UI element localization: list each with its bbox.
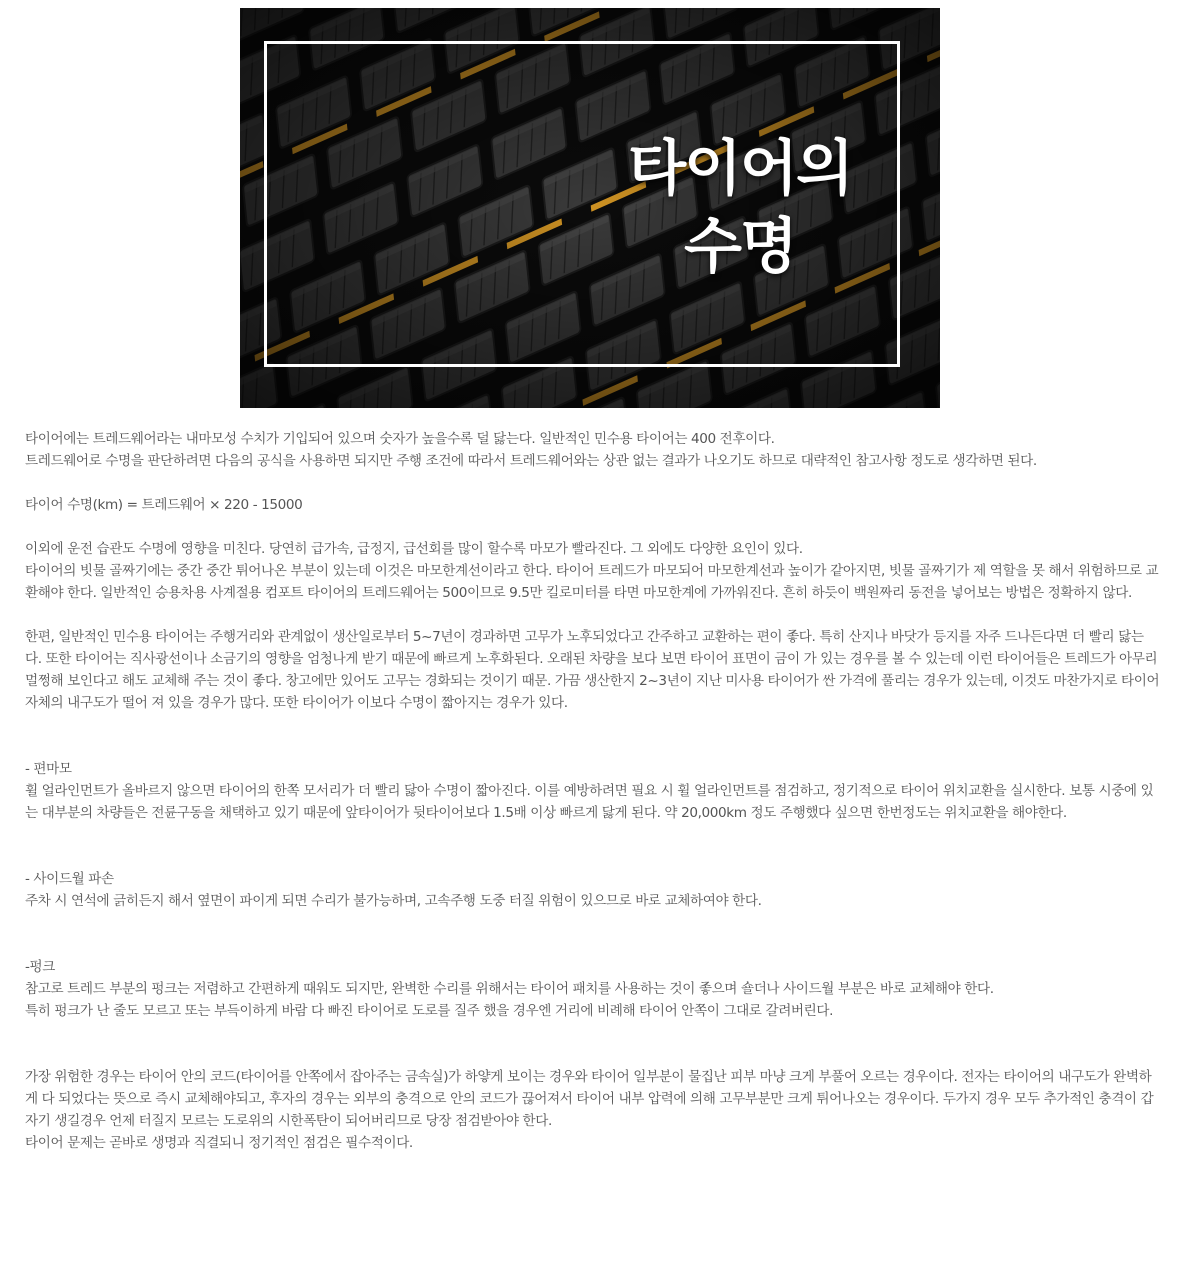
uneven-wear-heading: - 편마모 — [25, 761, 72, 777]
puncture-body-1: 참고로 트레드 부분의 펑크는 저렴하고 간편하게 때워도 되지만, 완벽한 수리를 위해서는 타이어 패치를 사용하는 것이 좋으며 숄더나 사이드월 부분은 바로 교체해야 한다. — [25, 981, 994, 997]
sidewall-heading: - 사이드월 파손 — [25, 871, 114, 887]
hero-banner — [240, 8, 940, 408]
danger-paragraph: 가장 위험한 경우는 타이어 안의 코드(타이어를 안쪽에서 잡아주는 금속실)가 하얗게 보이는 경우와 타이어 일부분이 물집난 피부 마냥 크게 부풀어 오르는 경우이다. 전자는 타이어의 내구도가 완벽하게 다 되었다는 뜻으로 즉시 교체해야되고, 후자의 경우는 외부의 충격으로 안의 코드가 끊어져서 타이어 내부 압력에 의해 고무부분만 크게 튀어나오는 경우이다. 두가지 경우 모두 추가적인 충격이 갑자기 생길경우 언제 터질지 모르는 도로위의 시한폭탄이 되어버리므로 당장 점검받아야 한다. — [25, 1069, 1154, 1129]
puncture-body-2: 특히 펑크가 난 줄도 모르고 또는 부득이하게 바람 다 빠진 타이어로 도로를 질주 했을 경우엔 거리에 비례해 타이어 안쪽이 그대로 갈려버린다. — [25, 1003, 834, 1019]
hero-title — [600, 130, 880, 286]
uneven-wear-body: 휠 얼라인먼트가 올바르지 않으면 타이어의 한쪽 모서리가 더 빨리 닳아 수명이 짧아진다. 이를 예방하려면 필요 시 휠 얼라인먼트를 점검하고, 정기적으로 타이어 위치교환을 실시한다. 보통 시중에 있는 대부분의 차량들은 전륜구동을 채택하고 있기 때문에 앞타이어가 뒷타이어보다 1.5배 이상 빠르게 닳게 된다. 약 20,000km 정도 주행했다 싶으면 한번정도는 위치교환을 해야한다. — [25, 783, 1154, 821]
closing-paragraph: 타이어 문제는 곧바로 생명과 직결되니 정기적인 점검은 필수적이다. — [25, 1135, 413, 1151]
habit-paragraph-2: 타이어의 빗물 골짜기에는 중간 중간 튀어나온 부분이 있는데 이것은 마모한계선이라고 한다. 타이어 트레드가 마모되어 마모한계선과 높이가 같아지면, 빗물 골짜기가 제 역할을 못 해서 위험하므로 교환해야 한다. 일반적인 승용차용 사계절용 컴포트 타이어의 트레드웨어는 500이므로 9.5만 킬로미터를 타면 마모한계에 가까워진다. 흔히 하듯이 백원짜리 동전을 넣어보는 방법은 정확하지 않다. — [25, 563, 1159, 601]
intro-paragraph-1: 타이어에는 트레드웨어라는 내마모성 수치가 기입되어 있으며 숫자가 높을수록 덜 닳는다. 일반적인 민수용 타이어는 400 전후이다. — [25, 431, 775, 447]
puncture-heading: -펑크 — [25, 959, 55, 975]
article-body — [25, 428, 1160, 1154]
hero-title-line1: 타이어의 — [628, 134, 852, 204]
aging-paragraph: 한편, 일반적인 민수용 타이어는 주행거리와 관계없이 생산일로부터 5~7년이 경과하면 고무가 노후되었다고 간주하고 교환하는 편이 좋다. 특히 산지나 바닷가 등지를 자주 드나든다면 더 빨리 닳는다. 또한 타이어는 직사광선이나 소금기의 영향을 엄청나게 받기 때문에 빠르게 노후화된다. 오래된 차량을 보다 보면 타이어 표면이 금이 가 있는 경우를 볼 수 있는데 이런 타이어들은 트레드가 아무리 멀쩡해 보인다고 해도 교체해 주는 것이 좋다. 창고에만 있어도 고무는 경화되는 것이기 때문. 가끔 생산한지 2~3년이 지난 미사용 타이어가 싼 가격에 풀리는 경우가 있는데, 이것도 마찬가지로 타이어 자체의 내구도가 떨어 져 있을 경우가 많다. 또한 타이어가 이보다 수명이 짧아지는 경우가 있다. — [25, 629, 1160, 711]
hero-title-line2: 수명 — [684, 212, 796, 282]
sidewall-body: 주차 시 연석에 긁히든지 해서 옆면이 파이게 되면 수리가 불가능하며, 고속주행 도중 터질 위험이 있으므로 바로 교체하여야 한다. — [25, 893, 762, 909]
lifespan-formula: 타이어 수명(km) = 트레드웨어 × 220 - 15000 — [25, 497, 303, 513]
habit-paragraph-1: 이외에 운전 습관도 수명에 영향을 미친다. 당연히 급가속, 급정지, 급선회를 많이 할수록 마모가 빨라진다. 그 외에도 다양한 요인이 있다. — [25, 541, 803, 557]
intro-paragraph-2: 트레드웨어로 수명을 판단하려면 다음의 공식을 사용하면 되지만 주행 조건에 따라서 트레드웨어와는 상관 없는 결과가 나오기도 하므로 대략적인 참고사항 정도로 생각하면 된다. — [25, 453, 1037, 469]
